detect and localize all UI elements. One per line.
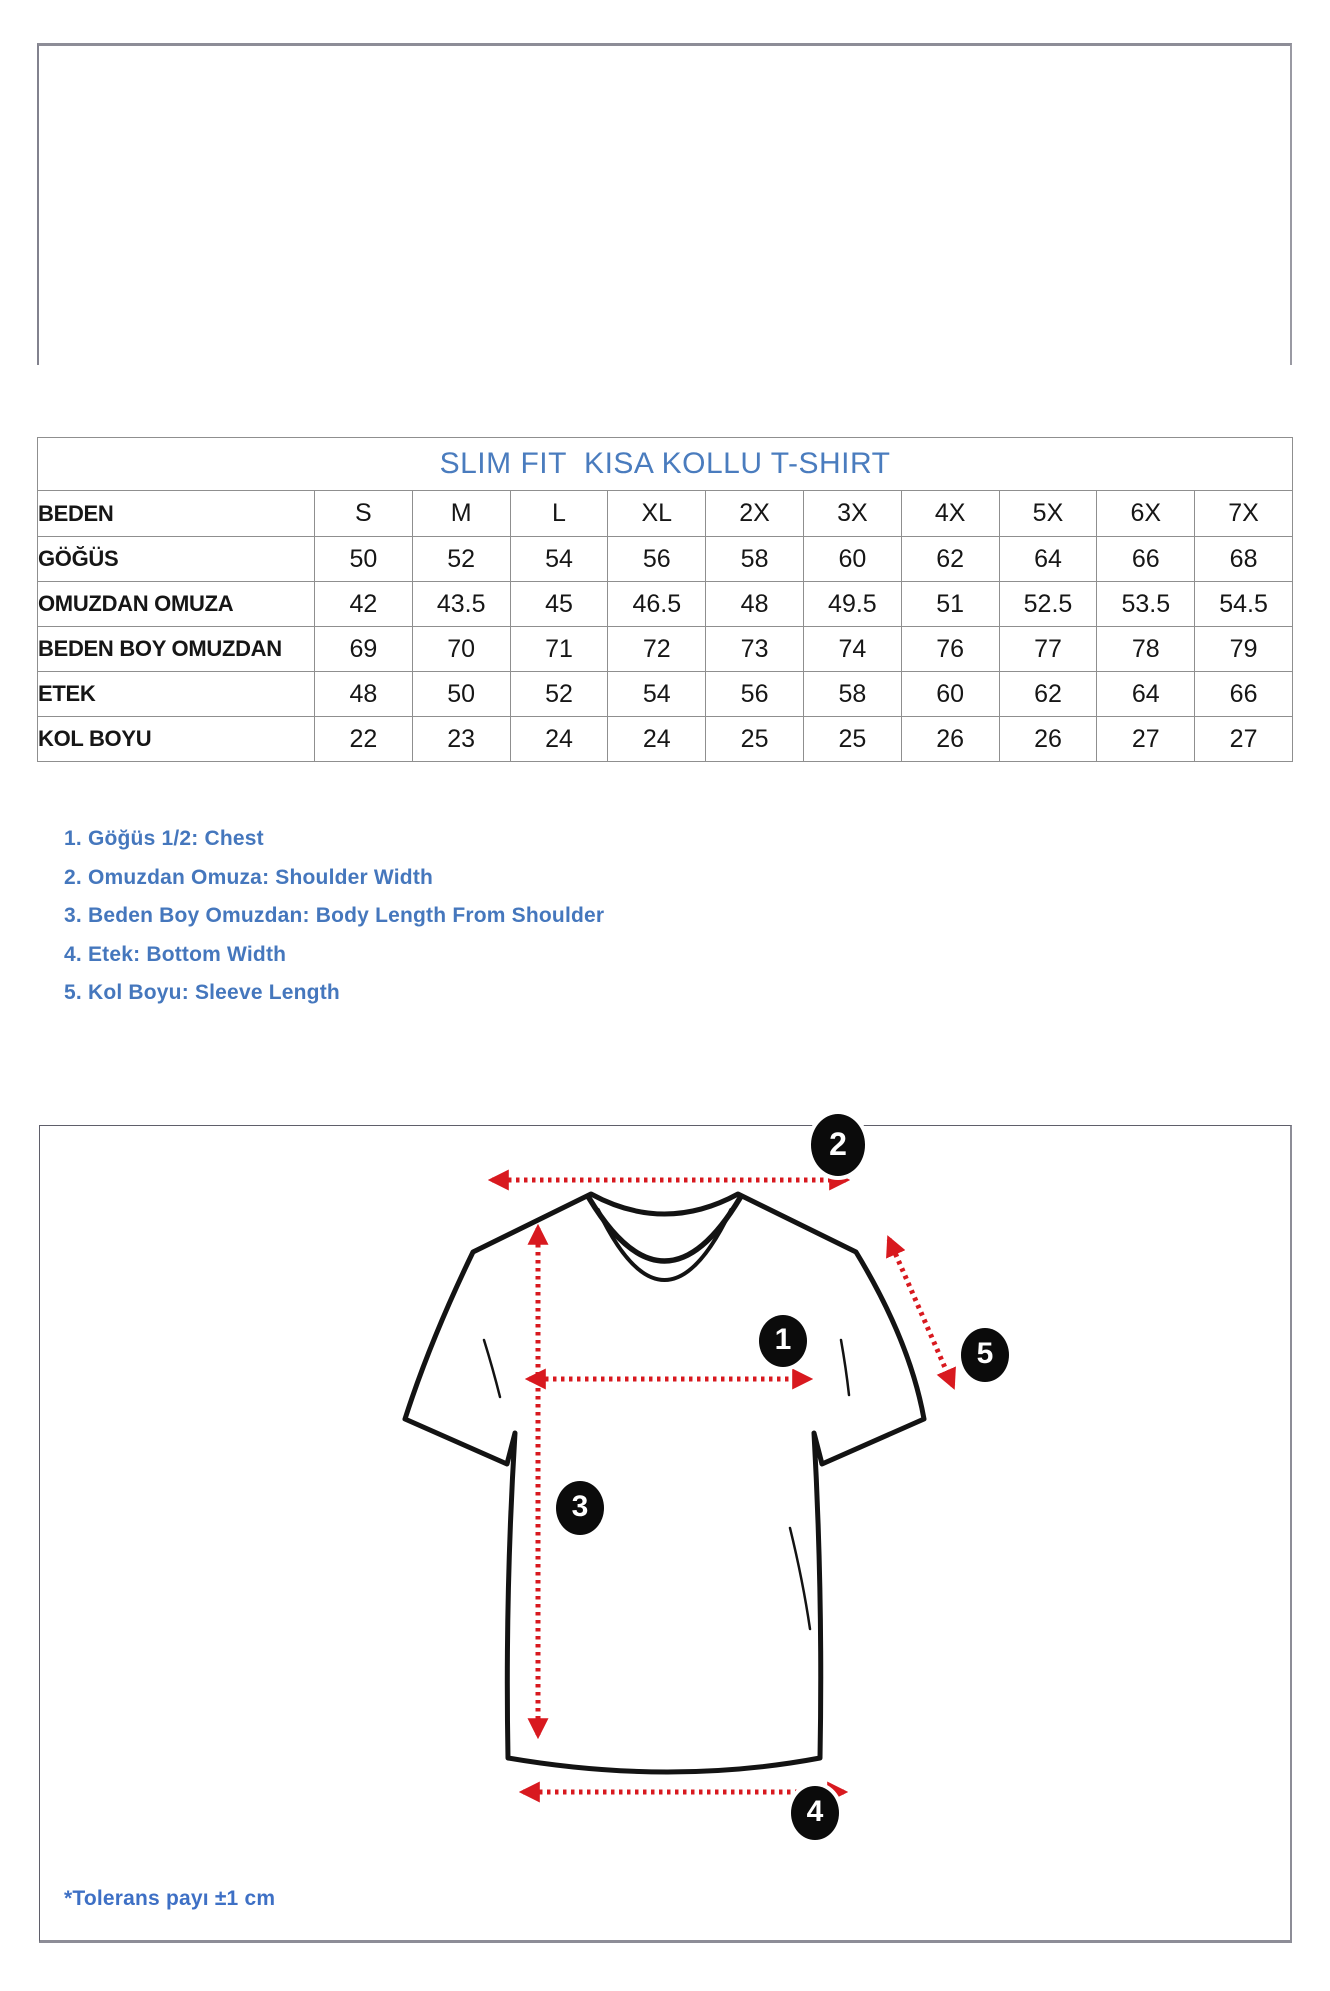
cell: 62 xyxy=(901,537,999,582)
marker-3-body-length xyxy=(556,1481,604,1535)
tshirt-diagram xyxy=(40,1126,1293,1944)
cell: 26 xyxy=(901,717,999,762)
cell: 60 xyxy=(901,672,999,717)
marker-number: 1 xyxy=(774,1323,792,1356)
table-title-cell xyxy=(38,438,1293,491)
cell: 77 xyxy=(999,627,1097,672)
cell: 78 xyxy=(1097,627,1195,672)
legend-item: 1. Göğüs 1/2: Chest xyxy=(64,827,264,850)
cell: 48 xyxy=(706,582,804,627)
cell: 58 xyxy=(706,537,804,582)
legend-item: 4. Etek: Bottom Width xyxy=(64,942,287,966)
cell: 46.5 xyxy=(608,582,706,627)
cell: 56 xyxy=(608,537,706,582)
cell: 74 xyxy=(803,627,901,672)
cell: 27 xyxy=(1195,717,1293,762)
cell: 64 xyxy=(1097,672,1195,717)
marker-2-shoulder xyxy=(811,1114,865,1176)
size-header: L xyxy=(510,491,608,537)
marker-number: 4 xyxy=(806,1795,824,1828)
row-label: BEDEN BOY OMUZDAN xyxy=(38,627,315,672)
size-header: 4X xyxy=(901,491,999,537)
row-label: KOL BOYU xyxy=(38,717,315,762)
cell: 24 xyxy=(608,717,706,762)
cell: 23 xyxy=(412,717,510,762)
size-header: 3X xyxy=(803,491,901,537)
cell: 58 xyxy=(803,672,901,717)
legend-item: 2. Omuzdan Omuza: Shoulder Width xyxy=(64,865,434,889)
marker-number: 5 xyxy=(976,1337,994,1370)
header-label: BEDEN xyxy=(38,491,315,537)
size-header: 6X xyxy=(1097,491,1195,537)
top-image-placeholder xyxy=(37,43,1292,365)
cell: 56 xyxy=(706,672,804,717)
cell: 49.5 xyxy=(803,582,901,627)
table-row-bottom-width xyxy=(38,672,1293,717)
table-title-row xyxy=(38,438,1293,491)
size-table-wrap xyxy=(37,437,1293,762)
cell: 48 xyxy=(315,672,413,717)
cell: 42 xyxy=(315,582,413,627)
cell: 24 xyxy=(510,717,608,762)
table-header-row xyxy=(38,491,1293,537)
size-header: 5X xyxy=(999,491,1097,537)
row-label: OMUZDAN OMUZA xyxy=(38,582,315,627)
cell: 25 xyxy=(706,717,804,762)
cell: 51 xyxy=(901,582,999,627)
marker-4-bottom-width xyxy=(791,1786,839,1840)
cell: 25 xyxy=(803,717,901,762)
table-row-shoulder xyxy=(38,582,1293,627)
tshirt-diagram-box xyxy=(39,1125,1292,1943)
cell: 22 xyxy=(315,717,413,762)
size-header: S xyxy=(315,491,413,537)
cell: 54.5 xyxy=(1195,582,1293,627)
cell: 27 xyxy=(1097,717,1195,762)
cell: 54 xyxy=(510,537,608,582)
cell: 66 xyxy=(1097,537,1195,582)
cell: 52 xyxy=(412,537,510,582)
table-title: SLIM FIT KISA KOLLU T-SHIRT xyxy=(439,447,891,480)
cell: 76 xyxy=(901,627,999,672)
size-header: 2X xyxy=(706,491,804,537)
cell: 69 xyxy=(315,627,413,672)
cell: 62 xyxy=(999,672,1097,717)
size-header: XL xyxy=(608,491,706,537)
cell: 70 xyxy=(412,627,510,672)
cell: 52.5 xyxy=(999,582,1097,627)
cell: 50 xyxy=(315,537,413,582)
cell: 64 xyxy=(999,537,1097,582)
table-row-sleeve-length xyxy=(38,717,1293,762)
table-row-chest xyxy=(38,537,1293,582)
cell: 26 xyxy=(999,717,1097,762)
cell: 45 xyxy=(510,582,608,627)
tshirt-outline xyxy=(405,1194,924,1772)
marker-5-sleeve xyxy=(961,1328,1009,1382)
size-header: 7X xyxy=(1195,491,1293,537)
cell: 71 xyxy=(510,627,608,672)
cell: 79 xyxy=(1195,627,1293,672)
row-label: ETEK xyxy=(38,672,315,717)
table-row-body-length xyxy=(38,627,1293,672)
legend-item: 5. Kol Boyu: Sleeve Length xyxy=(64,981,340,1004)
cell: 73 xyxy=(706,627,804,672)
size-header: M xyxy=(412,491,510,537)
cell: 52 xyxy=(510,672,608,717)
marker-1-chest xyxy=(759,1315,807,1367)
marker-number: 2 xyxy=(829,1125,847,1162)
tolerance-note: *Tolerans payı ±1 cm xyxy=(64,1887,276,1910)
cell: 66 xyxy=(1195,672,1293,717)
marker-number: 3 xyxy=(571,1490,589,1523)
cell: 60 xyxy=(803,537,901,582)
cell: 54 xyxy=(608,672,706,717)
size-table xyxy=(37,437,1293,762)
row-label: GÖĞÜS xyxy=(38,537,315,582)
cell: 50 xyxy=(412,672,510,717)
measurement-legend xyxy=(64,820,604,1013)
cell: 68 xyxy=(1195,537,1293,582)
cell: 72 xyxy=(608,627,706,672)
cell: 43.5 xyxy=(412,582,510,627)
legend-item: 3. Beden Boy Omuzdan: Body Length From Shoulder xyxy=(64,904,605,927)
cell: 53.5 xyxy=(1097,582,1195,627)
